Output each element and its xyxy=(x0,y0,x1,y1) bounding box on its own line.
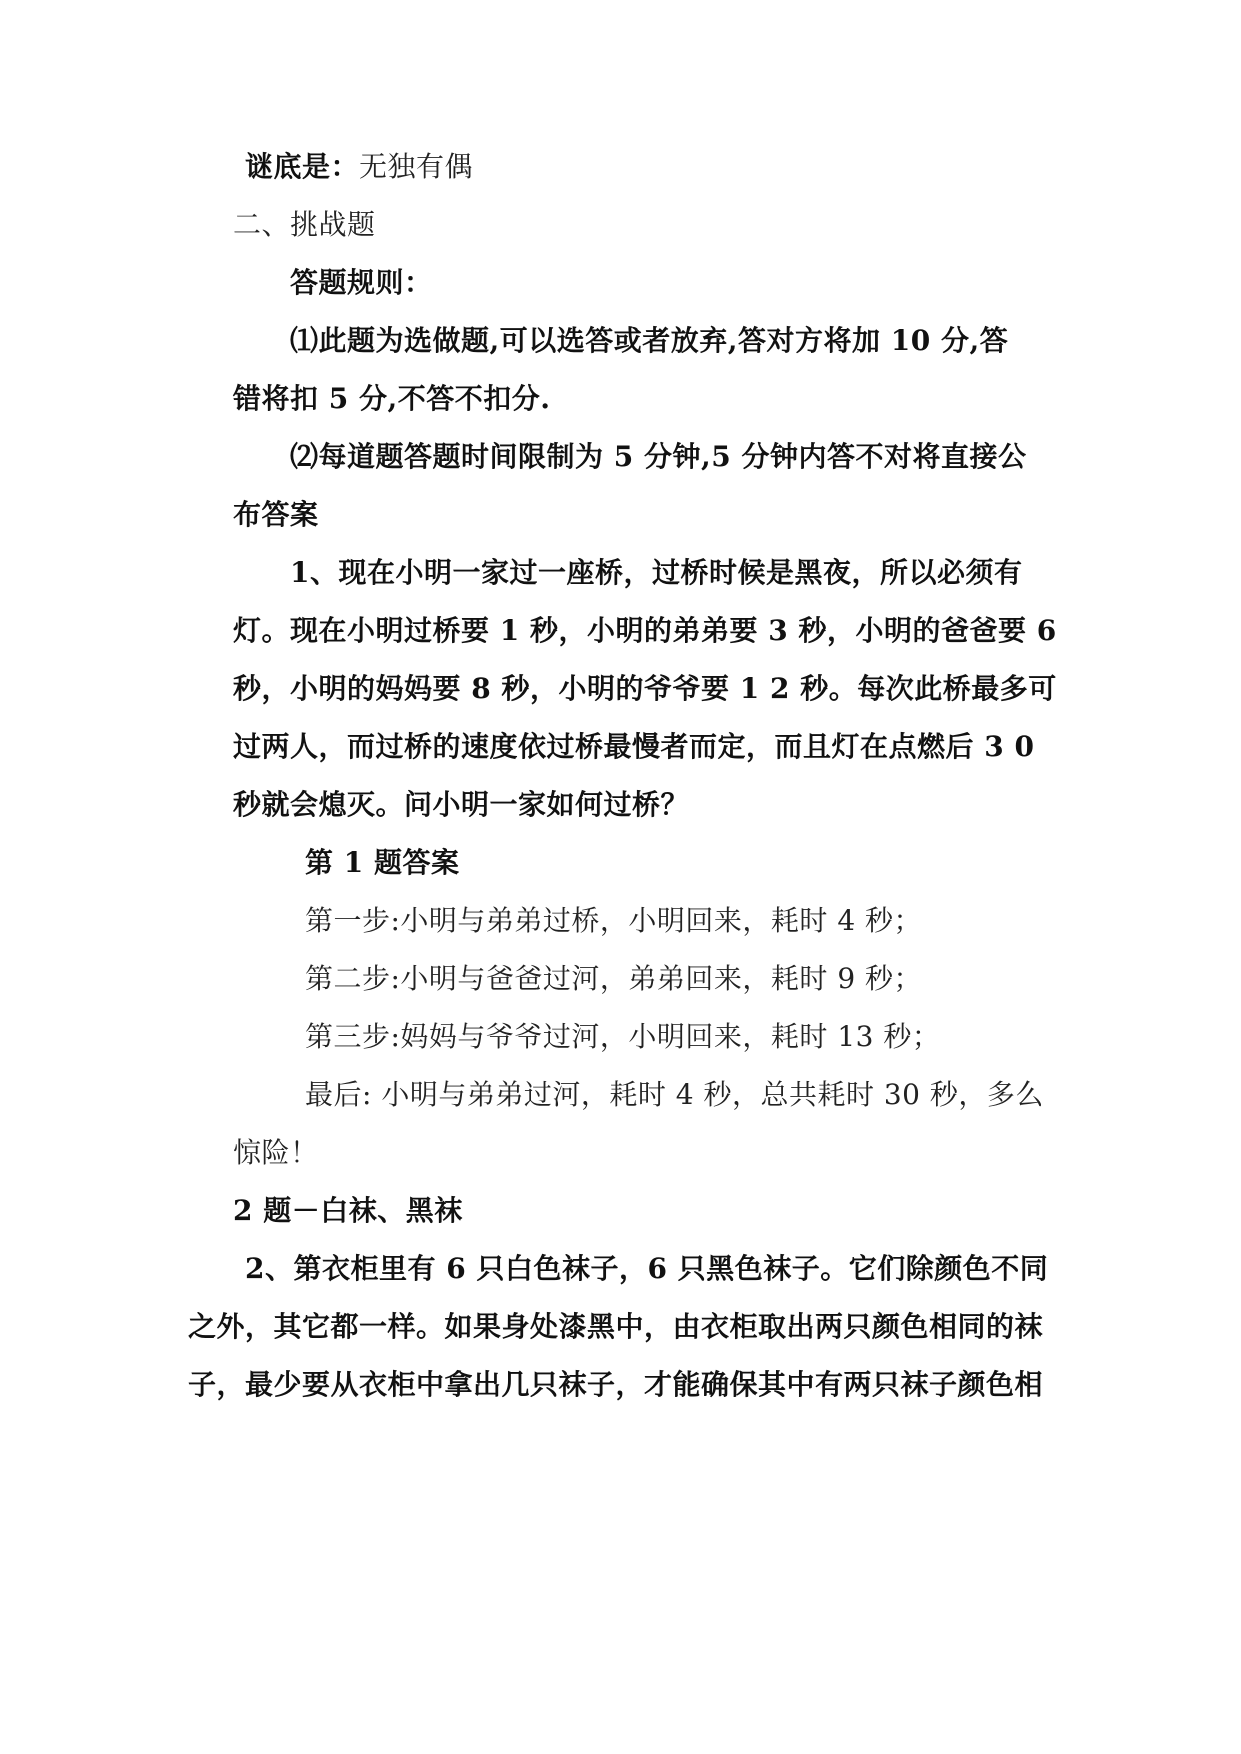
rule-1-line-2: 错将扣 5 分,不答不扣分. xyxy=(233,382,551,415)
rules-title: 答题规则： xyxy=(290,266,433,299)
rule-1-line-1: ⑴此题为选做题,可以选答或者放弃,答对方将加 10 分,答 xyxy=(290,324,1009,357)
question-2-line-2: 之外，其它都一样。如果身处漆黑中，由衣柜取出两只颜色相同的袜 xyxy=(188,1310,1044,1343)
question-2-line-1: 2、第衣柜里有 6 只白色袜子，6 只黑色袜子。它们除颜色不同 xyxy=(245,1252,1049,1285)
question-2-heading: 2 题－白袜、黑袜 xyxy=(233,1194,463,1227)
section-heading: 二、挑战题 xyxy=(233,208,376,241)
rule-2-line-1: ⑵每道题答题时间限制为 5 分钟,5 分钟内答不对将直接公 xyxy=(290,440,1027,473)
rule-2-line-2: 布答案 xyxy=(233,498,319,531)
question-1-line-5: 秒就会熄灭。问小明一家如何过桥？ xyxy=(233,788,690,821)
riddle-answer-line xyxy=(245,147,473,187)
question-1-line-1: 1、现在小明一家过一座桥，过桥时候是黑夜，所以必须有 xyxy=(290,556,1023,589)
answer-1-final-line-2: 惊险！ xyxy=(233,1136,319,1169)
answer-1-step-2: 第二步:小明与爸爸过河，弟弟回来，耗时 9 秒； xyxy=(305,962,923,995)
question-1-line-4: 过两人，而过桥的速度依过桥最慢者而定，而且灯在点燃后 3 0 xyxy=(233,730,1035,763)
answer-1-final-line-1: 最后: 小明与弟弟过河，耗时 4 秒，总共耗时 30 秒，多么 xyxy=(305,1078,1044,1111)
answer-1-title: 第 1 题答案 xyxy=(305,846,460,879)
question-1-line-2: 灯。现在小明过桥要 1 秒，小明的弟弟要 3 秒，小明的爸爸要 6 xyxy=(233,614,1057,647)
answer-1-step-3: 第三步:妈妈与爷爷过河，小明回来，耗时 13 秒； xyxy=(305,1020,941,1053)
riddle-label: 谜底是： xyxy=(245,150,360,183)
answer-1-step-1: 第一步:小明与弟弟过桥，小明回来，耗时 4 秒； xyxy=(305,904,923,937)
question-2-line-3: 子，最少要从衣柜中拿出几只袜子，才能确保其中有两只袜子颜色相 xyxy=(188,1368,1044,1401)
riddle-answer: 无独有偶 xyxy=(359,150,474,183)
question-1-line-3: 秒，小明的妈妈要 8 秒，小明的爷爷要 1 2 秒。每次此桥最多可 xyxy=(233,672,1057,705)
